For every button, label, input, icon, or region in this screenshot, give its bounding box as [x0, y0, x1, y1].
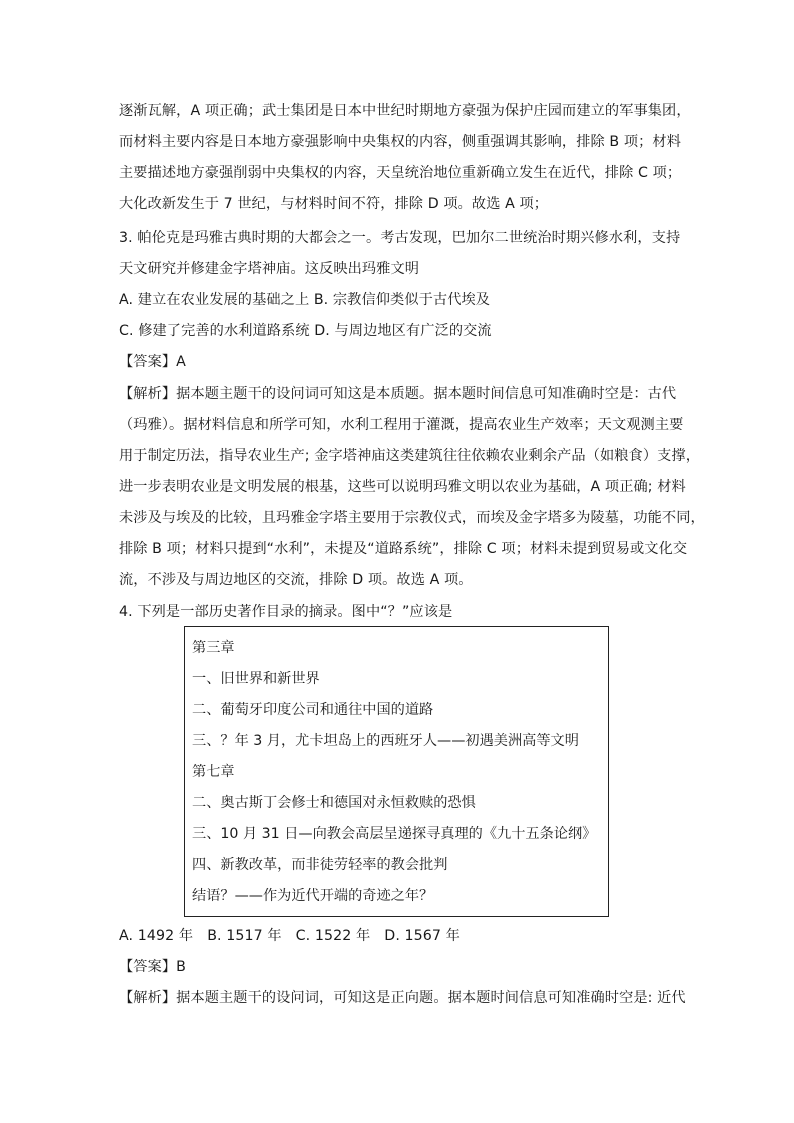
toc-line: 二、奥古斯丁会修士和德国对永恒救赎的恐惧	[192, 795, 476, 811]
question-3-options: A. 建立在农业发展的基础之上 B. 宗教信仰类似于古代埃及	[119, 292, 491, 308]
option-d: D. 1567 年	[384, 928, 460, 944]
toc-line: 第七章	[192, 764, 235, 780]
option-b: B. 1517 年	[207, 928, 282, 944]
toc-line: 结语？——作为近代开端的奇迹之年？	[192, 888, 434, 904]
toc-line: 三、？年 3 月，尤卡坦岛上的西班牙人——初遇美洲高等文明	[192, 733, 579, 749]
table-of-contents-box	[184, 626, 609, 917]
question-4-options	[119, 926, 474, 946]
question-3-analysis: 进一步表明农业是文明发展的根基，这些可以说明玛雅文明以农业为基础，A 项正确; 材料	[119, 479, 686, 495]
question-3-analysis: （玛雅）。据材料信息和所学可知，水利工程用于灌溉，提高农业生产效率；天文观测主要	[119, 417, 684, 433]
question-3-analysis: 流，不涉及与周边地区的交流，排除 D 项。故选 A 项。	[119, 572, 473, 588]
question-3-options: C. 修建了完善的水利道路系统 D. 与周边地区有广泛的交流	[119, 323, 492, 339]
question-3-stem: 3. 帕伦克是玛雅古典时期的大都会之一。考古发现，巴加尔二世统治时期兴修水利，支持	[119, 230, 681, 246]
question-4-analysis: 【解析】据本题主题干的设问词，可知这是正向题。据本题时间信息可知准确时空是: 近代	[119, 990, 686, 1006]
paragraph-line: 主要描述地方豪强削弱中央集权的内容，天皇统治地位重新确立发生在近代，排除 C 项；	[119, 165, 682, 181]
question-4-answer: 【答案】B	[119, 959, 186, 975]
option-a: A. 1492 年	[119, 928, 194, 944]
paragraph-line: 大化改新发生于 7 世纪，与材料时间不符，排除 D 项。故选 A 项；	[119, 196, 549, 212]
question-3-stem: 天文研究并修建金字塔神庙。这反映出玛雅文明	[119, 261, 420, 277]
question-4-stem: 4. 下列是一部历史著作目录的摘录。图中“？”应该是	[119, 604, 453, 620]
toc-line: 二、葡萄牙印度公司和通往中国的道路	[192, 702, 434, 718]
question-3-analysis: 排除 B 项；材料只提到“水利”，未提及“道路系统”，排除 C 项；材料未提到贸易或文化交	[119, 541, 688, 557]
toc-line: 第三章	[192, 640, 235, 656]
paragraph-line: 逐渐瓦解，A 项正确；武士集团是日本中世纪时期地方豪强为保护庄园而建立的军事集团，	[119, 103, 691, 119]
toc-line: 三、10 月 31 日—向教会高层呈递探寻真理的《九十五条论纲》	[192, 826, 597, 842]
question-3-analysis: 【解析】据本题主题干的设问词可知这是本质题。据本题时间信息可知准确时空是：古代	[119, 386, 677, 402]
question-3-analysis: 用于制定历法，指导农业生产; 金字塔神庙这类建筑往往依赖农业剩余产品（如粮食）支撑，	[119, 448, 700, 464]
question-3-answer: 【答案】A	[119, 354, 186, 370]
paragraph-line: 而材料主要内容是日本地方豪强影响中央集权的内容，侧重强调其影响，排除 B 项；材料	[119, 134, 681, 150]
question-3-analysis: 未涉及与埃及的比较，且玛雅金字塔主要用于宗教仪式，而埃及金字塔多为陵墓，功能不同，	[119, 510, 705, 526]
option-c: C. 1522 年	[295, 928, 371, 944]
toc-line: 四、新教改革，而非徒劳轻率的教会批判	[192, 857, 448, 873]
toc-line: 一、旧世界和新世界	[192, 671, 320, 687]
